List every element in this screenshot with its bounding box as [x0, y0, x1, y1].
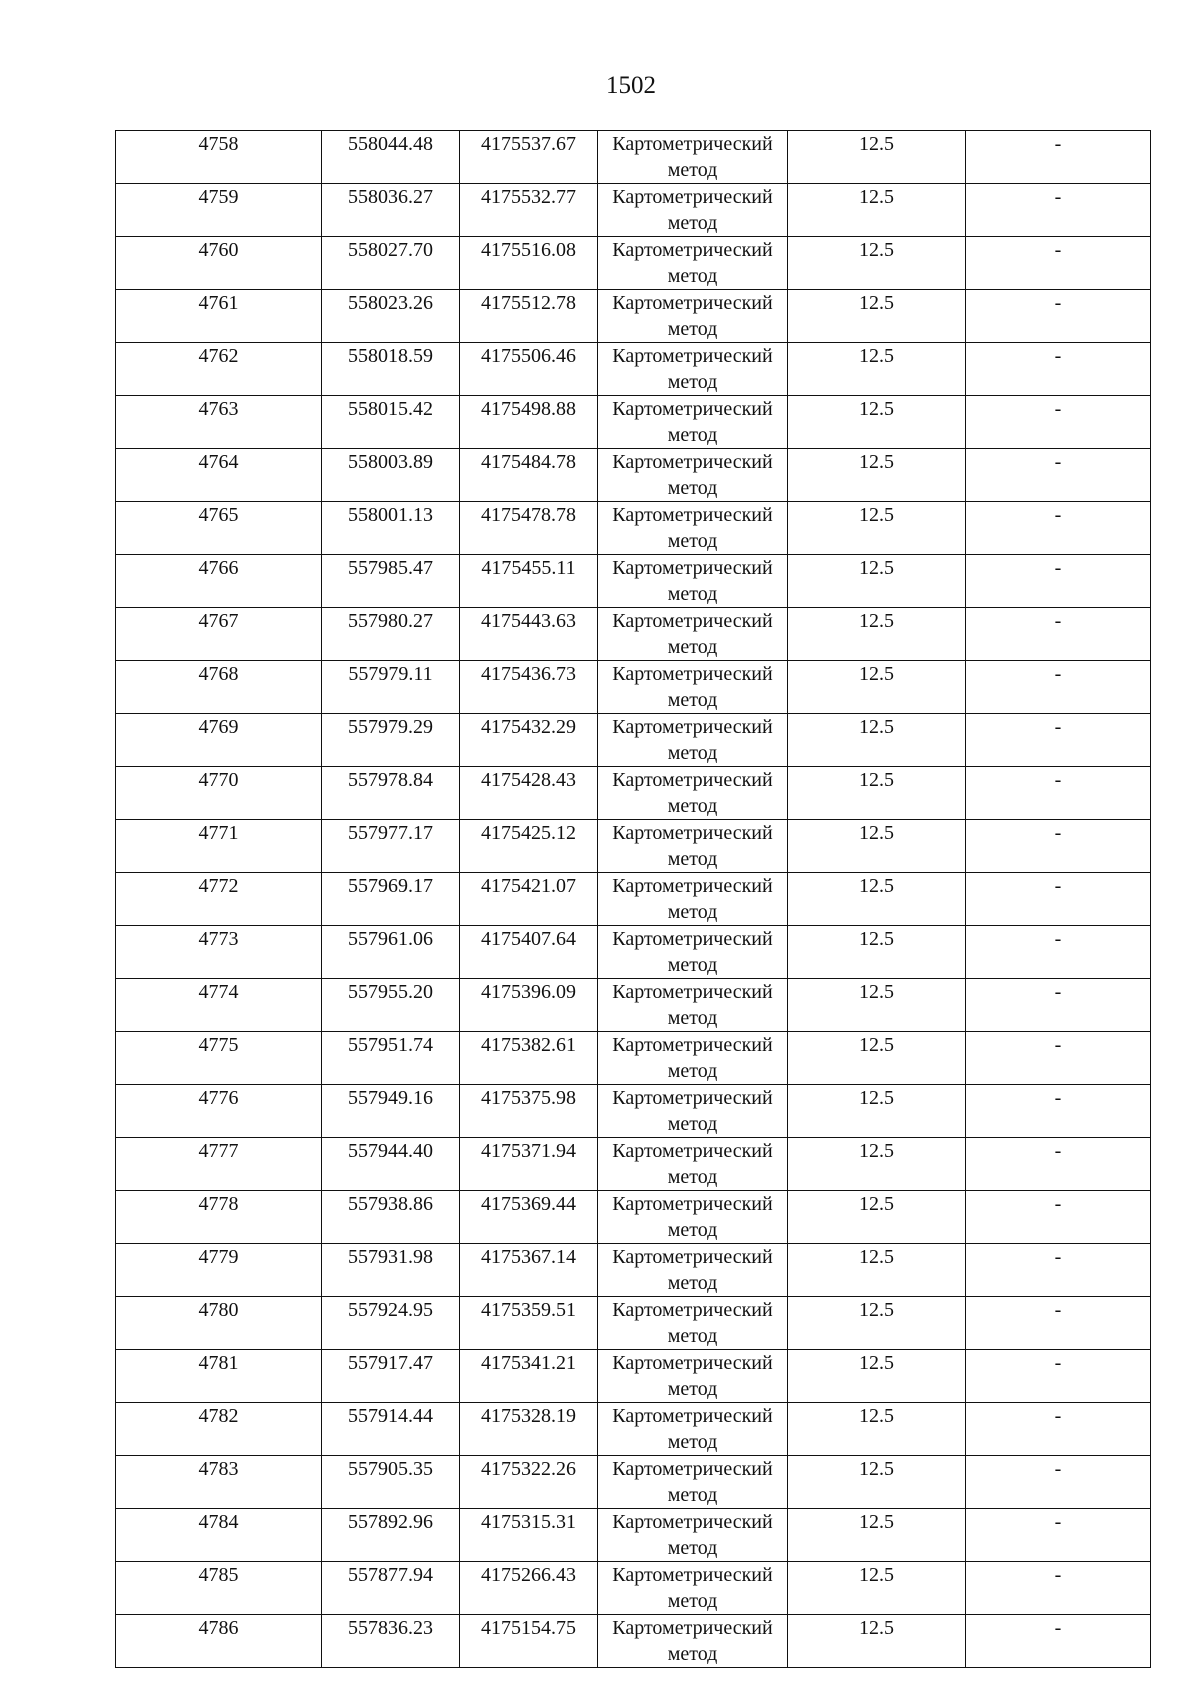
- method-line-2: метод: [667, 424, 718, 446]
- method-line-1: Картометрический: [612, 610, 773, 632]
- x-coordinate-cell: 557979.29: [322, 714, 460, 767]
- description-cell: -: [966, 1509, 1151, 1562]
- accuracy-cell: 12.5: [788, 1350, 966, 1403]
- method-line-2: метод: [667, 1537, 718, 1559]
- accuracy-cell: 12.5: [788, 1191, 966, 1244]
- table-row: [116, 926, 1151, 979]
- x-coordinate-cell: 558001.13: [322, 502, 460, 555]
- method-cell: [598, 555, 788, 608]
- method-cell: [598, 714, 788, 767]
- method-cell: [598, 820, 788, 873]
- table-row: [116, 820, 1151, 873]
- point-number-cell: 4762: [116, 343, 322, 396]
- description-cell: -: [966, 555, 1151, 608]
- y-coordinate-cell: 4175375.98: [460, 1085, 598, 1138]
- point-number-cell: 4761: [116, 290, 322, 343]
- accuracy-cell: 12.5: [788, 1244, 966, 1297]
- description-cell: -: [966, 1244, 1151, 1297]
- method-cell: [598, 1138, 788, 1191]
- accuracy-cell: 12.5: [788, 237, 966, 290]
- method-line-1: Картометрический: [612, 557, 773, 579]
- description-cell: -: [966, 873, 1151, 926]
- description-cell: -: [966, 131, 1151, 184]
- point-number-cell: 4784: [116, 1509, 322, 1562]
- method-line-2: метод: [667, 1643, 718, 1665]
- x-coordinate-cell: 557951.74: [322, 1032, 460, 1085]
- y-coordinate-cell: 4175532.77: [460, 184, 598, 237]
- x-coordinate-cell: 557892.96: [322, 1509, 460, 1562]
- method-line-1: Картометрический: [612, 822, 773, 844]
- description-cell: -: [966, 1085, 1151, 1138]
- y-coordinate-cell: 4175478.78: [460, 502, 598, 555]
- x-coordinate-cell: 557914.44: [322, 1403, 460, 1456]
- table-row: [116, 1456, 1151, 1509]
- table-row: [116, 1244, 1151, 1297]
- method-cell: [598, 502, 788, 555]
- point-number-cell: 4772: [116, 873, 322, 926]
- method-line-1: Картометрический: [612, 292, 773, 314]
- method-line-1: Картометрический: [612, 239, 773, 261]
- accuracy-cell: 12.5: [788, 608, 966, 661]
- x-coordinate-cell: 558027.70: [322, 237, 460, 290]
- point-number-cell: 4774: [116, 979, 322, 1032]
- table-row: [116, 1509, 1151, 1562]
- x-coordinate-cell: 557944.40: [322, 1138, 460, 1191]
- method-line-1: Картометрический: [612, 1140, 773, 1162]
- x-coordinate-cell: 558003.89: [322, 449, 460, 502]
- method-line-2: метод: [667, 795, 718, 817]
- table-row: [116, 131, 1151, 184]
- method-line-2: метод: [667, 1007, 718, 1029]
- method-cell: [598, 873, 788, 926]
- accuracy-cell: 12.5: [788, 343, 966, 396]
- x-coordinate-cell: 558036.27: [322, 184, 460, 237]
- table-row: [116, 1138, 1151, 1191]
- table-row: [116, 237, 1151, 290]
- method-cell: [598, 396, 788, 449]
- y-coordinate-cell: 4175443.63: [460, 608, 598, 661]
- table-row: [116, 396, 1151, 449]
- accuracy-cell: 12.5: [788, 449, 966, 502]
- method-cell: [598, 1562, 788, 1615]
- accuracy-cell: 12.5: [788, 767, 966, 820]
- point-number-cell: 4783: [116, 1456, 322, 1509]
- y-coordinate-cell: 4175359.51: [460, 1297, 598, 1350]
- method-line-1: Картометрический: [612, 1617, 773, 1639]
- x-coordinate-cell: 557924.95: [322, 1297, 460, 1350]
- point-number-cell: 4766: [116, 555, 322, 608]
- y-coordinate-cell: 4175382.61: [460, 1032, 598, 1085]
- x-coordinate-cell: 557905.35: [322, 1456, 460, 1509]
- description-cell: -: [966, 1562, 1151, 1615]
- point-number-cell: 4759: [116, 184, 322, 237]
- method-cell: [598, 767, 788, 820]
- method-cell: [598, 661, 788, 714]
- y-coordinate-cell: 4175421.07: [460, 873, 598, 926]
- table-row: [116, 767, 1151, 820]
- description-cell: -: [966, 1403, 1151, 1456]
- x-coordinate-cell: 558044.48: [322, 131, 460, 184]
- y-coordinate-cell: 4175425.12: [460, 820, 598, 873]
- accuracy-cell: 12.5: [788, 1085, 966, 1138]
- x-coordinate-cell: 557961.06: [322, 926, 460, 979]
- method-line-2: метод: [667, 1431, 718, 1453]
- method-line-2: метод: [667, 1113, 718, 1135]
- accuracy-cell: 12.5: [788, 502, 966, 555]
- method-cell: [598, 926, 788, 979]
- method-line-2: метод: [667, 1484, 718, 1506]
- point-number-cell: 4773: [116, 926, 322, 979]
- description-cell: -: [966, 502, 1151, 555]
- method-line-2: метод: [667, 1272, 718, 1294]
- method-line-1: Картометрический: [612, 1299, 773, 1321]
- method-line-2: метод: [667, 1166, 718, 1188]
- method-line-2: метод: [667, 901, 718, 923]
- method-line-1: Картометрический: [612, 1564, 773, 1586]
- accuracy-cell: 12.5: [788, 396, 966, 449]
- x-coordinate-cell: 557836.23: [322, 1615, 460, 1668]
- point-number-cell: 4758: [116, 131, 322, 184]
- description-cell: -: [966, 608, 1151, 661]
- method-line-1: Картометрический: [612, 1352, 773, 1374]
- y-coordinate-cell: 4175512.78: [460, 290, 598, 343]
- accuracy-cell: 12.5: [788, 979, 966, 1032]
- method-cell: [598, 343, 788, 396]
- description-cell: -: [966, 1191, 1151, 1244]
- method-line-2: метод: [667, 954, 718, 976]
- y-coordinate-cell: 4175396.09: [460, 979, 598, 1032]
- accuracy-cell: 12.5: [788, 714, 966, 767]
- description-cell: -: [966, 820, 1151, 873]
- x-coordinate-cell: 557969.17: [322, 873, 460, 926]
- description-cell: -: [966, 343, 1151, 396]
- table-row: [116, 714, 1151, 767]
- method-line-1: Картометрический: [612, 663, 773, 685]
- point-number-cell: 4763: [116, 396, 322, 449]
- y-coordinate-cell: 4175484.78: [460, 449, 598, 502]
- method-line-2: метод: [667, 1060, 718, 1082]
- accuracy-cell: 12.5: [788, 661, 966, 714]
- method-line-1: Картометрический: [612, 1034, 773, 1056]
- method-line-1: Картометрический: [612, 451, 773, 473]
- description-cell: -: [966, 449, 1151, 502]
- point-number-cell: 4775: [116, 1032, 322, 1085]
- description-cell: -: [966, 1032, 1151, 1085]
- x-coordinate-cell: 558015.42: [322, 396, 460, 449]
- accuracy-cell: 12.5: [788, 1403, 966, 1456]
- method-line-2: метод: [667, 212, 718, 234]
- y-coordinate-cell: 4175455.11: [460, 555, 598, 608]
- table-row: [116, 1562, 1151, 1615]
- method-line-2: метод: [667, 1325, 718, 1347]
- accuracy-cell: 12.5: [788, 1297, 966, 1350]
- method-cell: [598, 290, 788, 343]
- page-number: 1502: [606, 72, 656, 99]
- point-number-cell: 4765: [116, 502, 322, 555]
- accuracy-cell: 12.5: [788, 1138, 966, 1191]
- x-coordinate-cell: 557985.47: [322, 555, 460, 608]
- point-number-cell: 4780: [116, 1297, 322, 1350]
- accuracy-cell: 12.5: [788, 873, 966, 926]
- method-cell: [598, 1244, 788, 1297]
- table-row: [116, 979, 1151, 1032]
- table-row: [116, 449, 1151, 502]
- method-line-1: Картометрический: [612, 1458, 773, 1480]
- y-coordinate-cell: 4175428.43: [460, 767, 598, 820]
- method-line-1: Картометрический: [612, 186, 773, 208]
- point-number-cell: 4781: [116, 1350, 322, 1403]
- method-line-2: метод: [667, 1219, 718, 1241]
- point-number-cell: 4782: [116, 1403, 322, 1456]
- method-cell: [598, 1403, 788, 1456]
- point-number-cell: 4767: [116, 608, 322, 661]
- method-cell: [598, 1297, 788, 1350]
- description-cell: -: [966, 926, 1151, 979]
- accuracy-cell: 12.5: [788, 1562, 966, 1615]
- y-coordinate-cell: 4175407.64: [460, 926, 598, 979]
- x-coordinate-cell: 557917.47: [322, 1350, 460, 1403]
- table-row: [116, 343, 1151, 396]
- x-coordinate-cell: 557938.86: [322, 1191, 460, 1244]
- table-row: [116, 661, 1151, 714]
- method-cell: [598, 608, 788, 661]
- accuracy-cell: 12.5: [788, 926, 966, 979]
- method-line-2: метод: [667, 265, 718, 287]
- table-row: [116, 1191, 1151, 1244]
- method-line-2: метод: [667, 689, 718, 711]
- method-line-1: Картометрический: [612, 504, 773, 526]
- method-line-1: Картометрический: [612, 398, 773, 420]
- point-number-cell: 4779: [116, 1244, 322, 1297]
- y-coordinate-cell: 4175369.44: [460, 1191, 598, 1244]
- description-cell: -: [966, 714, 1151, 767]
- description-cell: -: [966, 1456, 1151, 1509]
- accuracy-cell: 12.5: [788, 555, 966, 608]
- method-cell: [598, 1350, 788, 1403]
- method-line-2: метод: [667, 583, 718, 605]
- y-coordinate-cell: 4175498.88: [460, 396, 598, 449]
- point-number-cell: 4770: [116, 767, 322, 820]
- method-line-1: Картометрический: [612, 1193, 773, 1215]
- description-cell: -: [966, 396, 1151, 449]
- y-coordinate-cell: 4175367.14: [460, 1244, 598, 1297]
- method-cell: [598, 1456, 788, 1509]
- point-number-cell: 4769: [116, 714, 322, 767]
- table-row: [116, 290, 1151, 343]
- method-line-2: метод: [667, 1590, 718, 1612]
- method-line-2: метод: [667, 848, 718, 870]
- x-coordinate-cell: 557949.16: [322, 1085, 460, 1138]
- table-body: [116, 131, 1151, 1668]
- description-cell: -: [966, 237, 1151, 290]
- method-line-2: метод: [667, 477, 718, 499]
- method-line-1: Картометрический: [612, 875, 773, 897]
- description-cell: -: [966, 661, 1151, 714]
- table-row: [116, 1350, 1151, 1403]
- x-coordinate-cell: 558023.26: [322, 290, 460, 343]
- method-line-2: метод: [667, 742, 718, 764]
- y-coordinate-cell: 4175154.75: [460, 1615, 598, 1668]
- method-line-1: Картометрический: [612, 1405, 773, 1427]
- accuracy-cell: 12.5: [788, 184, 966, 237]
- table-row: [116, 1297, 1151, 1350]
- method-line-1: Картометрический: [612, 716, 773, 738]
- method-cell: [598, 1509, 788, 1562]
- method-line-2: метод: [667, 159, 718, 181]
- method-cell: [598, 184, 788, 237]
- description-cell: -: [966, 1297, 1151, 1350]
- table-row: [116, 1085, 1151, 1138]
- table-row: [116, 555, 1151, 608]
- point-number-cell: 4768: [116, 661, 322, 714]
- description-cell: -: [966, 1350, 1151, 1403]
- method-cell: [598, 237, 788, 290]
- accuracy-cell: 12.5: [788, 1456, 966, 1509]
- description-cell: -: [966, 767, 1151, 820]
- description-cell: -: [966, 979, 1151, 1032]
- accuracy-cell: 12.5: [788, 1509, 966, 1562]
- method-cell: [598, 449, 788, 502]
- accuracy-cell: 12.5: [788, 290, 966, 343]
- y-coordinate-cell: 4175315.31: [460, 1509, 598, 1562]
- method-line-2: метод: [667, 371, 718, 393]
- x-coordinate-cell: 558018.59: [322, 343, 460, 396]
- y-coordinate-cell: 4175371.94: [460, 1138, 598, 1191]
- y-coordinate-cell: 4175432.29: [460, 714, 598, 767]
- point-number-cell: 4786: [116, 1615, 322, 1668]
- x-coordinate-cell: 557978.84: [322, 767, 460, 820]
- x-coordinate-cell: 557931.98: [322, 1244, 460, 1297]
- accuracy-cell: 12.5: [788, 1615, 966, 1668]
- description-cell: -: [966, 1138, 1151, 1191]
- point-number-cell: 4764: [116, 449, 322, 502]
- method-line-2: метод: [667, 318, 718, 340]
- method-line-2: метод: [667, 1378, 718, 1400]
- point-number-cell: 4776: [116, 1085, 322, 1138]
- x-coordinate-cell: 557977.17: [322, 820, 460, 873]
- table-row: [116, 184, 1151, 237]
- y-coordinate-cell: 4175266.43: [460, 1562, 598, 1615]
- method-cell: [598, 1032, 788, 1085]
- y-coordinate-cell: 4175341.21: [460, 1350, 598, 1403]
- method-cell: [598, 131, 788, 184]
- description-cell: -: [966, 184, 1151, 237]
- method-line-1: Картометрический: [612, 133, 773, 155]
- method-cell: [598, 1085, 788, 1138]
- method-line-1: Картометрический: [612, 1511, 773, 1533]
- point-number-cell: 4771: [116, 820, 322, 873]
- point-number-cell: 4777: [116, 1138, 322, 1191]
- method-line-1: Картометрический: [612, 928, 773, 950]
- table-row: [116, 608, 1151, 661]
- point-number-cell: 4785: [116, 1562, 322, 1615]
- method-cell: [598, 1191, 788, 1244]
- method-line-1: Картометрический: [612, 1246, 773, 1268]
- method-line-1: Картометрический: [612, 1087, 773, 1109]
- method-line-2: метод: [667, 530, 718, 552]
- x-coordinate-cell: 557979.11: [322, 661, 460, 714]
- method-line-2: метод: [667, 636, 718, 658]
- y-coordinate-cell: 4175537.67: [460, 131, 598, 184]
- point-number-cell: 4778: [116, 1191, 322, 1244]
- accuracy-cell: 12.5: [788, 820, 966, 873]
- description-cell: -: [966, 1615, 1151, 1668]
- x-coordinate-cell: 557980.27: [322, 608, 460, 661]
- accuracy-cell: 12.5: [788, 131, 966, 184]
- method-line-1: Картометрический: [612, 345, 773, 367]
- table-row: [116, 502, 1151, 555]
- y-coordinate-cell: 4175516.08: [460, 237, 598, 290]
- x-coordinate-cell: 557955.20: [322, 979, 460, 1032]
- table-row: [116, 1615, 1151, 1668]
- point-number-cell: 4760: [116, 237, 322, 290]
- table-row: [116, 873, 1151, 926]
- y-coordinate-cell: 4175328.19: [460, 1403, 598, 1456]
- accuracy-cell: 12.5: [788, 1032, 966, 1085]
- table-row: [116, 1403, 1151, 1456]
- method-cell: [598, 979, 788, 1032]
- coordinates-table: [115, 130, 1151, 1668]
- method-line-1: Картометрический: [612, 981, 773, 1003]
- description-cell: -: [966, 290, 1151, 343]
- y-coordinate-cell: 4175322.26: [460, 1456, 598, 1509]
- y-coordinate-cell: 4175436.73: [460, 661, 598, 714]
- y-coordinate-cell: 4175506.46: [460, 343, 598, 396]
- method-line-1: Картометрический: [612, 769, 773, 791]
- table-row: [116, 1032, 1151, 1085]
- method-cell: [598, 1615, 788, 1668]
- x-coordinate-cell: 557877.94: [322, 1562, 460, 1615]
